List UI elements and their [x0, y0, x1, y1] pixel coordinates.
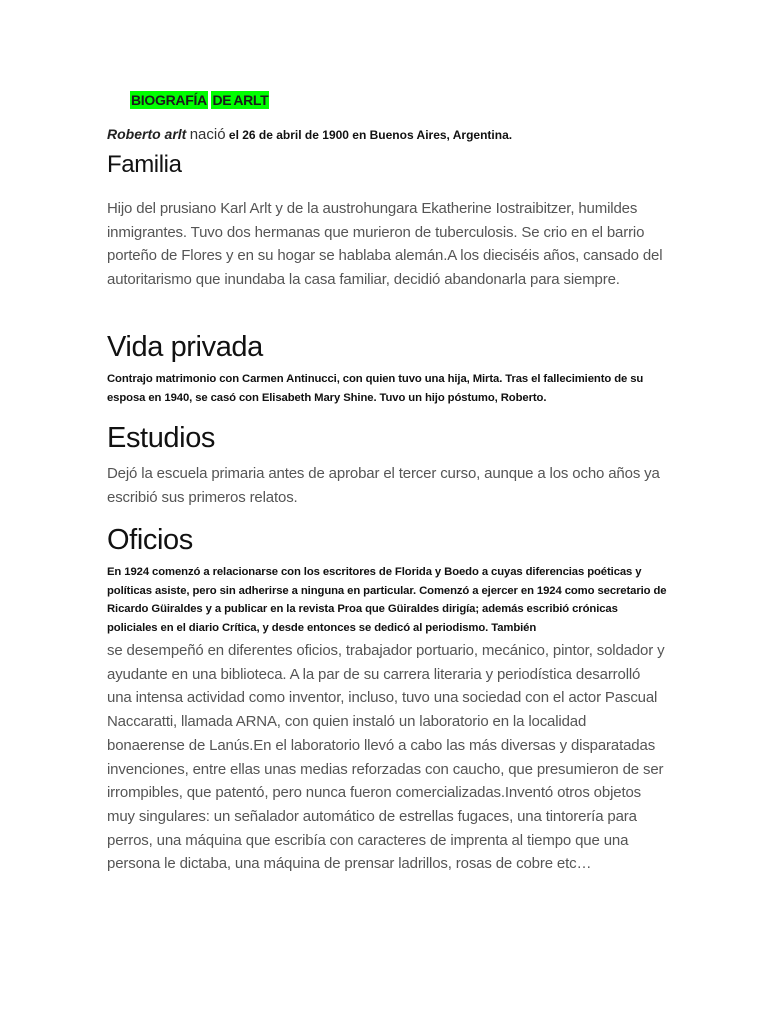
text-familia: Hijo del prusiano Karl Arlt y de la austrohungara Ekatherine Iostraibitzer, humildes inmigrantes. Tuvo dos hermanas que murieron de tuberculosis. Se crio en el barrio porteño de Flores y en su hogar se hablaba alemán.A los dieciséis años, cansado del autoritarismo que inundaba la casa familiar, decidió abandonarla para siempre.: [107, 200, 663, 289]
title-word-arlt: ARLT: [233, 92, 269, 108]
heading-estudios: Estudios: [107, 422, 216, 454]
title-word-biografia: BIOGRAFÍA: [131, 92, 207, 108]
intro-verb: nació: [189, 126, 226, 143]
heading-oficios: Oficios: [107, 524, 193, 556]
intro-line: [107, 126, 667, 143]
text-vida-privada: Contrajo matrimonio con Carmen Antinucci, con quien tuvo una hija, Mirta. Tras el fallecimiento de su esposa en 1940, se casó con Elisabeth Mary Shine. Tuvo un hijo póstumo, Roberto.: [107, 373, 644, 404]
document-title: [130, 92, 269, 108]
text-estudios: Dejó la escuela primaria antes de aprobar el tercer curso, aunque a los ocho años ya escribió sus primeros relatos.: [107, 465, 660, 506]
title-word-de: DE: [212, 92, 232, 108]
text-oficios-bold: En 1924 comenzó a relacionarse con los escritores de Florida y Boedo a cuyas diferencias poéticas y políticas asiste, pero sin adherirse a ninguna en particular. Comenzó a ejercer en 1924 como secretario de Ricardo Güiraldes y a publicar en la revista Proa que Güiraldes dirigía; además escribió crónicas policiales en el diario Crítica, y desde entonces se dedicó al periodismo. También: [107, 566, 667, 634]
intro-rest: el 26 de abril de 1900 en Buenos Aires, Argentina.: [228, 128, 513, 142]
intro-name: Roberto arlt: [107, 126, 187, 142]
heading-vida-privada: Vida privada: [107, 331, 263, 363]
heading-familia: Familia: [107, 151, 182, 178]
text-oficios: se desempeñó en diferentes oficios, trabajador portuario, mecánico, pintor, soldador y ayudante en una biblioteca. A la par de su carrera literaria y periodística desarrolló una intensa actividad como inventor, incluso, tuvo una sociedad con el actor Pascual Naccaratti, llamada ARNA, con quien instaló un laboratorio en la localidad bonaerense de Lanús.En el laboratorio llevó a cabo las más diversas y disparatadas invenciones, entre ellas unas medias reforzadas con caucho, que presumieron de ser irrompibles, que patentó, pero nunca fueron comercializadas.Inventó otros objetos muy singulares: un señalador automático de estrellas fugaces, una tintorería para perros, una máquina que escribía con caracteres de imprenta al tiempo que una persona le dictaba, una máquina de prensar ladrillos, rosas de cobre etc…: [107, 642, 665, 873]
